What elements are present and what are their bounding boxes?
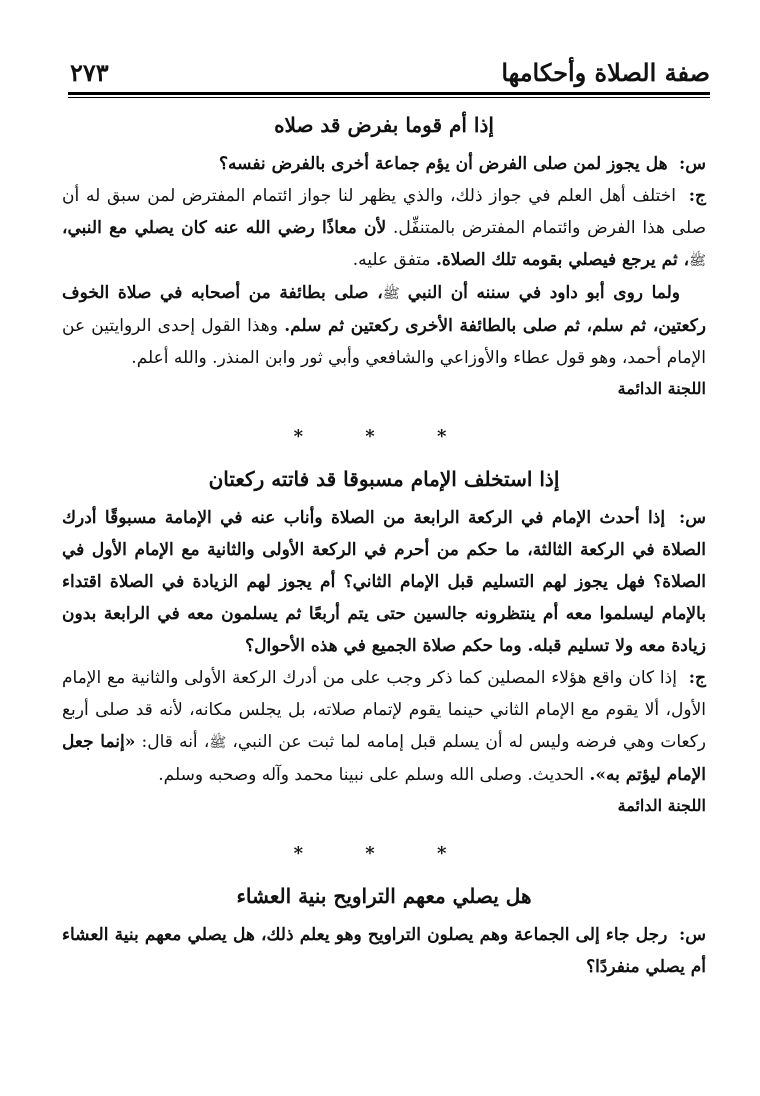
- section-heading: إذا أم قوما بفرض قد صلاه: [274, 113, 494, 137]
- question-label: س:: [678, 925, 707, 945]
- answer-text-bold: ، صلى بطائفة من أصحابه في صلاة الخوف ركعتين، ثم سلم، ثم صلى بالطائفة الأخرى ركعتين ثم سلم.: [62, 283, 707, 336]
- answer-label: ج:: [688, 668, 706, 688]
- question-text: هل يجوز لمن صلى الفرض أن يؤم جماعة أخرى بالفرض نفسه؟: [219, 154, 668, 174]
- running-head-title: صفة الصلاة وأحكامها: [501, 58, 710, 87]
- question-paragraph: [62, 148, 706, 180]
- answer-text: وهذا القول إحدى الروايتين عن الإمام أحمد، وهو قول عطاء والأوزاعي والشافعي وأبي ثور وابن المنذر. والله أعلم.: [62, 316, 706, 368]
- section-separator: * * *: [293, 843, 475, 864]
- answer-text: إذا كان واقع هؤلاء المصلين كما ذكر وجب على من أدرك الركعة الأولى والثانية مع الإمام الأول، ألا يقوم مع الإمام الثاني حينما يقوم لإتمام صلاته، بل يجلس مكانه، لأنه قد صلى أربع ركعات وهي فرضه وليس له أن يسلم قبل إمامه لما ثبت عن النبي،: [62, 668, 707, 752]
- signature: اللجنة الدائمة: [617, 379, 706, 398]
- answer-text-bold: لأن معاذًا رضي الله عنه كان يصلي مع النبي،: [62, 218, 387, 238]
- section-heading: هل يصلي معهم التراويح بنية العشاء: [236, 884, 532, 908]
- salutation-glyph: ﷺ: [209, 735, 227, 751]
- question-text: إذا أحدث الإمام في الركعة الرابعة من الصلاة وأناب عنه في الإمامة مسبوقًا أدرك الصلاة في الركعة الثالثة، ما حكم من أحرم في الركعة الأولى والثانية مع الإمام الأول في الصلاة؟ فهل يجوز لهم التسليم قبل الإمام الثاني؟ أم يجوز لهم الزيادة في الصلاة اقتداء بالإمام ليسلموا معه أم ينتظرونه جالسين حتى يتم أربعًا ثم يسلمون معه في الرابعة بدون زيادة معه ولا تسليم قبله. وما حكم صلاة الجميع في هذه الأحوال؟: [62, 508, 706, 656]
- section-heading: إذا استخلف الإمام مسبوقا قد فاتته ركعتان: [208, 467, 560, 491]
- question-text: رجل جاء إلى الجماعة وهم يصلون التراويح وهو يعلم ذلك، هل يصلي معهم بنية العشاء أم يصلي منفردًا؟: [62, 925, 706, 977]
- answer-text: متفق عليه.: [352, 250, 431, 270]
- question-label: س:: [678, 508, 706, 528]
- question-paragraph: [62, 919, 706, 983]
- answer-label: ج:: [688, 186, 707, 206]
- answer-text: اختلف أهل العلم في جواز ذلك، والذي يظهر لنا جواز ائتمام المفترض لمن سبق له أن صلى هذا الفرض وائتمام المفترض بالمتنفِّل.: [62, 186, 707, 238]
- answer-paragraph: [62, 180, 706, 277]
- header-rule-thin: [68, 97, 710, 98]
- question-label: س:: [678, 154, 706, 174]
- answer-text-bold: ، ثم يرجع فيصلي بقومه تلك الصلاة.: [435, 250, 690, 270]
- page-body: [62, 104, 706, 983]
- signature: اللجنة الدائمة: [617, 796, 706, 815]
- running-head: [70, 56, 710, 90]
- answer-text-bold: ولما روى أبو داود في سننه أن النبي: [407, 283, 681, 303]
- answer-paragraph: [62, 662, 706, 791]
- section-separator: * * *: [293, 426, 475, 447]
- page-number: ٢٧٣: [70, 58, 109, 87]
- answer-text: ، أنه قال:: [141, 732, 210, 752]
- answer-paragraph: [62, 277, 706, 374]
- hadith-quote: «إنما جعل الإمام ليؤتم به».: [62, 732, 706, 785]
- header-rule-thick: [68, 92, 710, 95]
- question-paragraph: [62, 502, 706, 662]
- salutation-glyph: ﷺ: [689, 253, 706, 269]
- salutation-glyph: ﷺ: [382, 286, 400, 302]
- answer-text: الحديث. وصلى الله وسلم على نبينا محمد وآله وصحبه وسلم.: [158, 765, 584, 785]
